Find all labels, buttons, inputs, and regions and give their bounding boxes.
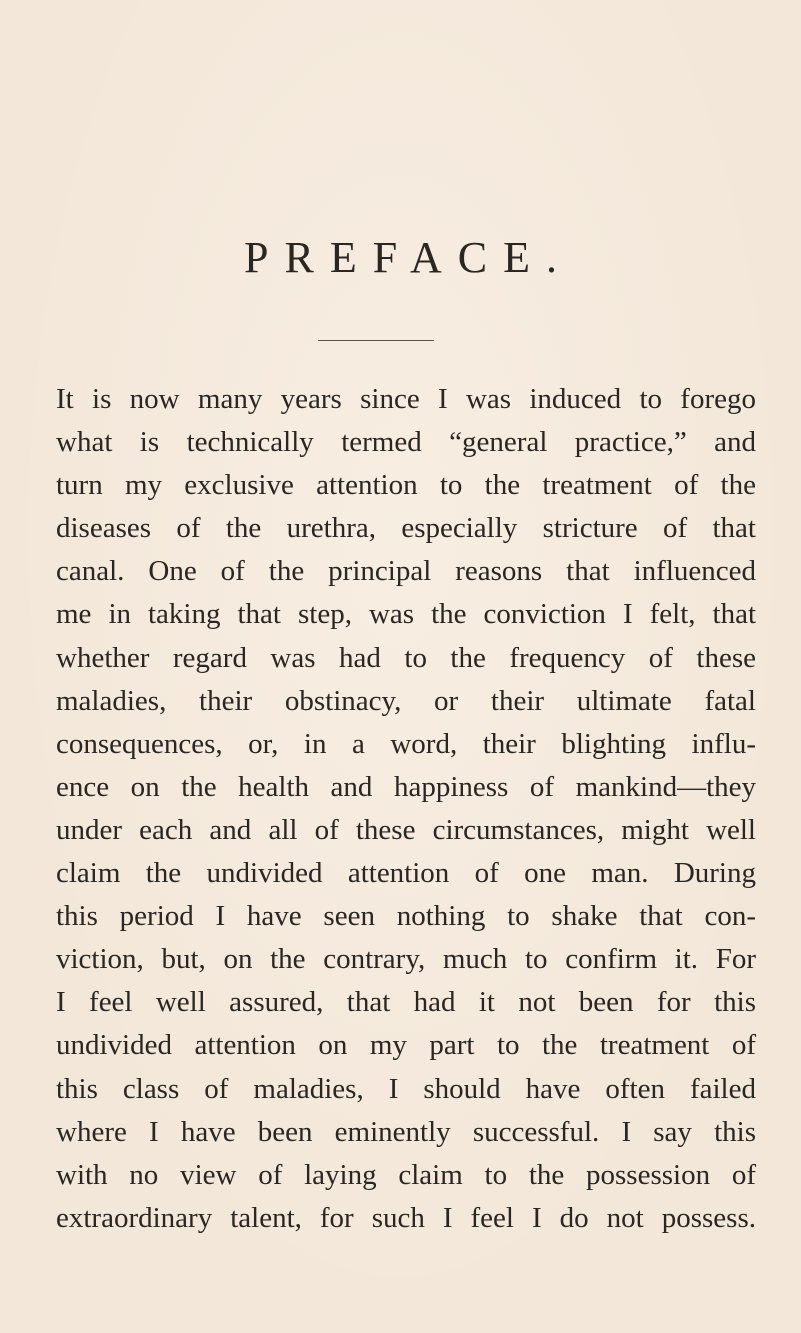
text-line: ence on the health and happiness of mankind—they — [56, 770, 756, 803]
text-line: with no view of laying claim to the possession of — [56, 1158, 756, 1191]
text-line: It is now many years since I was induced to forego — [56, 383, 756, 415]
text-line: consequences, or, in a word, their blighting influ- — [56, 727, 756, 760]
text-line: whether regard was had to the frequency of these — [56, 641, 756, 674]
text-line: where I have been eminently successful. I say this — [56, 1115, 756, 1148]
preface-paragraph — [56, 378, 756, 1240]
text-line: canal. One of the principal reasons that influenced — [56, 555, 756, 588]
text-line: claim the undivided attention of one man. During — [56, 857, 756, 890]
text-line: undivided attention on my part to the treatment of — [56, 1029, 756, 1062]
text-line: diseases of the urethra, especially stricture of that — [56, 512, 756, 545]
text-line: this class of maladies, I should have often failed — [56, 1072, 756, 1105]
text-line: me in taking that step, was the conviction I felt, that — [56, 598, 756, 631]
text-line: turn my exclusive attention to the treatment of the — [56, 469, 756, 502]
text-line: maladies, their obstinacy, or their ultimate fatal — [56, 684, 756, 717]
text-line: extraordinary talent, for such I feel I do not possess. — [56, 1201, 756, 1234]
text-line: this period I have seen nothing to shake that con- — [56, 900, 756, 933]
text-line: under each and all of these circumstances, might well — [56, 813, 756, 846]
title-divider — [318, 340, 434, 341]
text-line: I feel well assured, that had it not been for this — [56, 986, 756, 1019]
text-line: what is technically termed “general practice,” and — [56, 426, 756, 459]
page-title: PREFACE. — [244, 233, 573, 282]
text-line: viction, but, on the contrary, much to confirm it. For — [56, 943, 756, 976]
